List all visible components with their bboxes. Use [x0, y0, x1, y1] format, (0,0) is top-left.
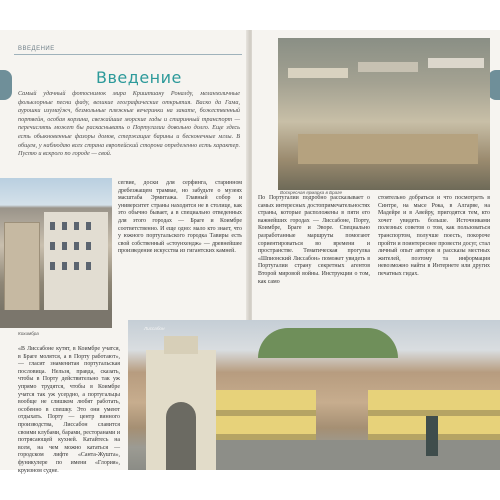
arch-opening — [166, 402, 196, 470]
window — [74, 262, 79, 270]
plaza — [216, 440, 500, 470]
book-spread — [0, 30, 500, 474]
header-rule — [14, 54, 242, 55]
building — [44, 212, 108, 312]
equestrian-statue — [426, 416, 438, 456]
photo-street — [0, 178, 112, 328]
window — [50, 262, 55, 270]
road — [0, 310, 112, 328]
hill — [258, 328, 398, 358]
photo-caption: Кохимбра — [18, 331, 39, 336]
body-column: стоятельно добраться и что посмотреть в Синтре, на мысе Рока, в Алгарве, на Мадейре и в Авейру, пригодятся тем, кто хочет увидеть больше. Источниками полезных советов о том, как пользоваться транспортом, получше поесть, покороче пройти и поинтереснее провести досуг, стал личный опыт авторов и рассказы местных жителей, поэтому та информация невозможно найти в Интернете или других печатных гидах. — [378, 195, 490, 277]
chapter-tab — [0, 70, 12, 100]
window — [86, 262, 91, 270]
window — [50, 222, 55, 230]
photo-caption: Воскресная ярмарка в Браге — [280, 190, 343, 195]
body-column: «В Лиссабоне кутят, в Коимбре учатся, в Браге молятся, а в Порту работают», — гласит знаменитая португальская пословица. Нельзя, правда, сказать, чтобы в Порту действительно так уж упрямо трудятся, чтобы в Коимбре учатся так уж усердно, а португальцы вообще не слишком любят работать, особенно в спешку. Это они умеют отдыхать. Порту — центр винного производства, Лиссабон славится своими клубами, барами, ресторанами и потрясающей кухней. Катайтесь на всем, на чем можно кататься — городском лифте «Санта-Жушта», фуникулере по имени «Глория», круизном судне. — [18, 346, 120, 474]
window — [62, 262, 67, 270]
arch-sculpture — [164, 336, 198, 354]
market-table — [298, 134, 478, 164]
body-column: По Португалии подробно рассказывает о самых интересных достопримечательностях страны, которые расположены в пяти его важнейших городах — Лиссабоне, Порту, Коимбре, Браге и Эворе. Специально разработанные маршруты помогают сориентироваться во времени и пространстве. Тематическая прогулка «Шпионский Лиссабон» поможет увидеть в Португалии страну секретных агентов Второй мировой войны. Инструкции о том, как само — [258, 195, 370, 285]
body-column: сегвие, доски для серфинга, старинном дребезжащем трамвае, но забудьте о музеях масштаба Эрмитажа. Главный собор и университет страны находятся не в столице, как это обычно бывает, а в специально отведенных для этого городах — Браге и Коимбре соответственно. И еще одно: мало кто знает, что у южного португальского городка Тавиры есть свой собственный «стоунхендж» — древнейшее произведение искусства из гигантских камней. — [118, 180, 242, 255]
photo-caption: Лиссабон — [144, 326, 165, 331]
intro-paragraph: Самый удачный фотоснимок мира Криштиану Роналду, меланхоличные фольклорные песни фаду, великие географические открытия. Васко да Гама, аурошки изумаўжч, безмольные пляжные вечеринки на закате, божественный портвейн, особая корзина, свежайшие морские гады и старинный транспорт — перечислять может бы раскаснывать о Португалии довольно долго. Еще здесь есть обыкновенные фазоры домов, стержащие барины и бесконечные мглы. В общем, у наблюдаю всех страна европейский сторона определенно есть характер. Пустю и вскрого по городе — свой. — [18, 90, 240, 158]
building — [4, 222, 40, 312]
photo-market — [278, 38, 490, 190]
window — [62, 242, 67, 250]
running-head: ВВЕДЕНИЕ — [18, 46, 55, 52]
arcade-row — [216, 410, 316, 416]
photo-lisbon-square — [128, 320, 500, 470]
window — [62, 222, 67, 230]
market-awning — [428, 58, 484, 68]
market-awning — [288, 68, 348, 78]
window — [86, 242, 91, 250]
window — [74, 242, 79, 250]
section-title: Введение — [96, 68, 182, 87]
window — [50, 242, 55, 250]
window — [74, 222, 79, 230]
market-awning — [358, 62, 418, 72]
window — [86, 222, 91, 230]
